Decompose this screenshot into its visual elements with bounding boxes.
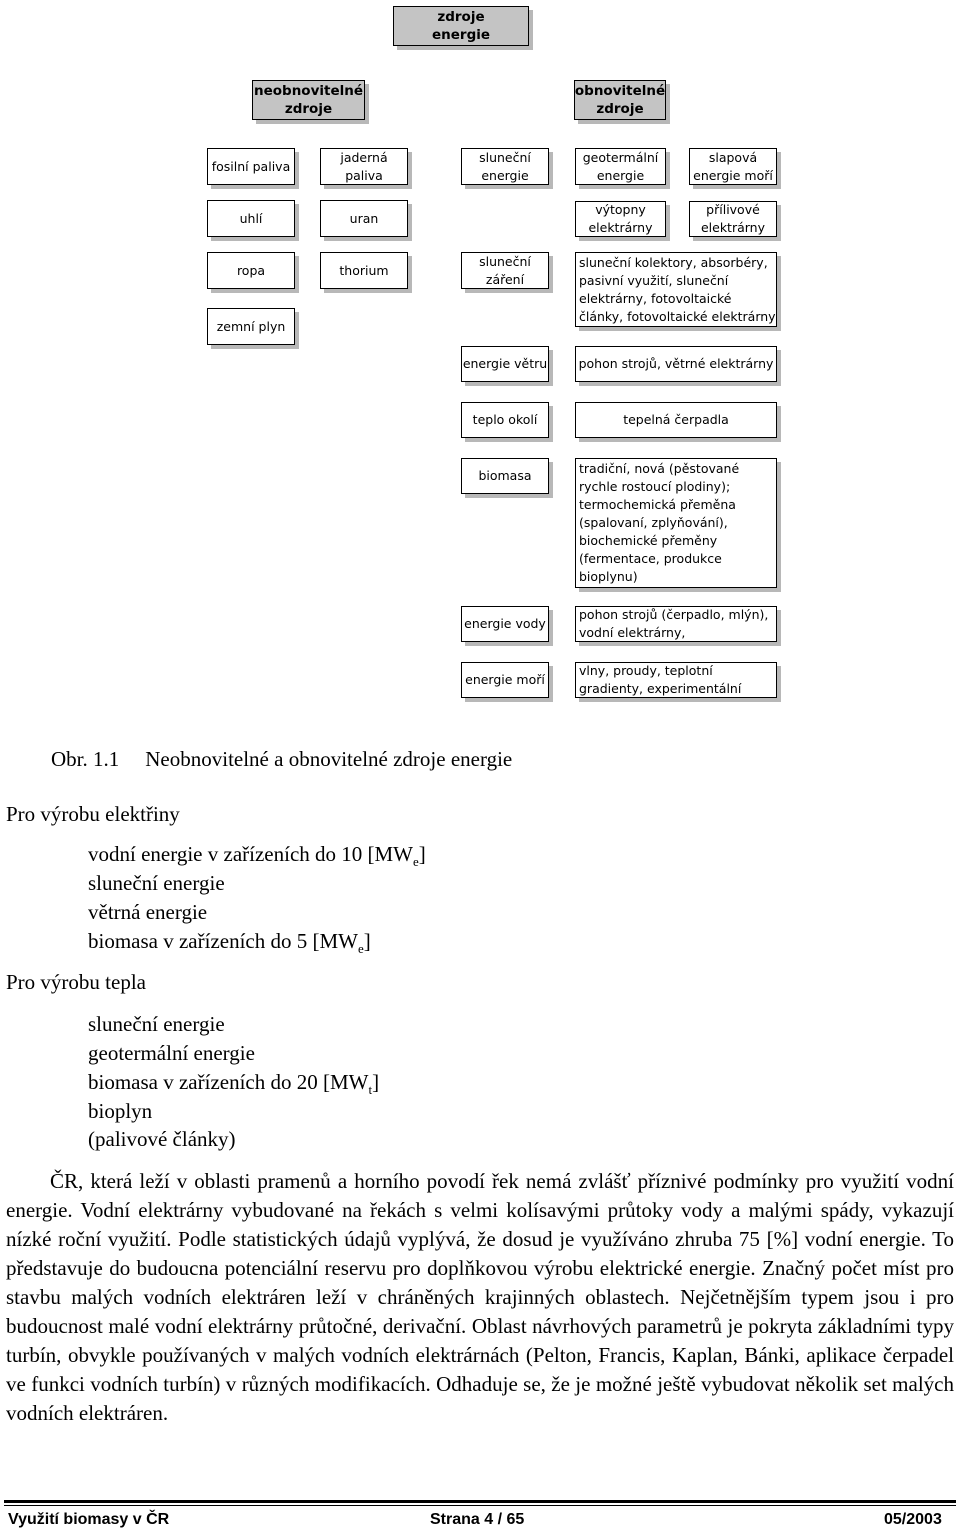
box-tidal — [689, 148, 777, 185]
wind-label: energie větru — [462, 356, 548, 371]
box-geothermal — [575, 148, 666, 185]
box-coal — [207, 200, 295, 237]
footer-page-number: Strana 4 / 65 — [430, 1511, 525, 1528]
heat-item-2: geotermální energie — [88, 1041, 255, 1065]
box-biomass — [461, 458, 549, 494]
caption-text: Neobnovitelné a obnovitelné zdroje energie — [145, 747, 513, 771]
uranium-label: uran — [349, 210, 379, 226]
box-solar-radiation — [461, 252, 549, 289]
root-label: zdroje energie — [431, 9, 491, 43]
box-nonrenewable — [252, 80, 365, 120]
body-paragraph: ČR, která leží v oblasti pramenů a horního povodí řek nemá zvlášť příznivé podmínky pro využití vodní energie. Vodní elektrárny vybudované na řekách s velmi kolísavými průtoky vody a malými spády, vykazují nízké roční využití. Podle statistických údajů vyplývá, že dosud je využíváno zhruba 75 [%] vodní energie. To představuje do budoucna potenciální reservu pro doplňkovou výrobu elektrické energie. Značný počet míst pro stavbu malých vodních elektráren leží v chráněných krajinných oblastech. Nejčetnějším typem jsou i pro budoucnost malé vodní elektrárny průtočné, derivační. Oblast návrhových parametrů je pokryta základními typy turbín, obvykle používaných v malých vodních elektrárnách (Pelton, Francis, Kaplan, Bánki, aplikace čerpadel ve funkci vodních turbín) v různých modifikacích. Odhaduje se, že je možné ještě vybudovat několik set malých vodních elektráren. — [6, 1169, 954, 1425]
electricity-heading: Pro výrobu elektřiny — [6, 802, 180, 826]
biomass-use-label: tradiční, nová (pěstované rychle rostoucí plodiny); termochemická přeměna (spalovaní, zplyňování), biochemické přeměny (fermentace, produkce bioplynu) — [579, 461, 740, 584]
box-thorium — [320, 252, 408, 289]
heat-item-1: sluneční energie — [88, 1012, 225, 1036]
sea-use-label: vlny, proudy, teplotní gradienty, experimentální — [579, 663, 742, 696]
box-water — [461, 606, 549, 642]
solar-radiation-label: sluneční záření — [479, 253, 531, 287]
electricity-item-1: vodní energie v zařízeních do 10 $[MW_e]$ — [88, 842, 426, 870]
heat-item-4: bioplyn — [88, 1099, 153, 1123]
box-solar — [461, 148, 549, 185]
box-wind-use — [575, 346, 777, 382]
ambient-heat-use-label: tepelná čerpadla — [623, 412, 729, 427]
ambient-heat-label: teplo okolí — [472, 412, 538, 427]
footer-left: Využití biomasy v ČR — [8, 1511, 170, 1528]
box-nuclear — [320, 148, 408, 185]
oil-label: ropa — [236, 262, 266, 278]
nonrenewable-label: neobnovitelné zdroje — [253, 83, 364, 117]
energy-sources-diagram — [0, 0, 960, 720]
box-water-use — [575, 606, 777, 642]
box-wind — [461, 346, 549, 382]
biomass-label: biomasa — [478, 468, 532, 483]
caption-label: Obr. 1.1 — [51, 747, 120, 771]
heating-plants-label: výtopny elektrárny — [588, 202, 653, 235]
box-tidal-plants — [689, 201, 777, 237]
electricity-item-4: biomasa v zařízeních do 5 $[MW_e]$ — [88, 929, 371, 957]
geothermal-label: geotermální energie — [582, 149, 659, 183]
box-solar-radiation-use — [575, 252, 777, 327]
solar-radiation-use-label: sluneční kolektory, absorbéry, pasivní využití, sluneční elektrárny, fotovoltaické články, fotovoltaické elektrárny — [579, 254, 776, 324]
wind-use-label: pohon strojů, větrné elektrárny — [578, 356, 774, 371]
box-fossil — [207, 148, 295, 185]
tidal-label: slapová energie moří — [693, 149, 773, 183]
solar-label: sluneční energie — [479, 149, 531, 183]
water-label: energie vody — [464, 616, 546, 631]
nuclear-label: jaderná paliva — [340, 149, 388, 183]
box-biomass-use — [575, 458, 777, 588]
thorium-label: thorium — [339, 262, 389, 278]
tidal-plants-label: přílivové elektrárny — [700, 202, 766, 235]
box-sea — [461, 662, 549, 698]
box-gas — [207, 308, 295, 345]
water-use-label: pohon strojů (čerpadlo, mlýn), vodní elektrárny, — [579, 607, 769, 640]
footer-rule-thin — [4, 1505, 956, 1506]
footer-date: 05/2003 — [884, 1511, 942, 1528]
box-root — [393, 6, 529, 46]
electricity-item-3: větrná energie — [88, 900, 208, 924]
sea-label: energie moří — [465, 672, 545, 687]
figure-caption — [51, 745, 512, 774]
box-uranium — [320, 200, 408, 237]
box-ambient-heat-use — [575, 402, 777, 438]
renewable-label: obnovitelné zdroje — [574, 83, 666, 117]
coal-label: uhlí — [239, 210, 263, 226]
box-heating-plants — [575, 201, 666, 237]
box-sea-use — [575, 662, 777, 698]
gas-label: zemní plyn — [216, 318, 286, 334]
electricity-item-2: sluneční energie — [88, 871, 225, 895]
box-renewable — [574, 80, 666, 120]
footer-rule — [4, 1500, 956, 1503]
fossil-label: fosilní paliva — [211, 158, 291, 174]
heat-item-3: biomasa v zařízeních do 20 $[MW_t]$ — [88, 1070, 380, 1098]
box-ambient-heat — [461, 402, 549, 438]
box-oil — [207, 252, 295, 289]
heat-item-5: (palivové články) — [88, 1127, 236, 1151]
heat-heading: Pro výrobu tepla — [6, 970, 146, 994]
